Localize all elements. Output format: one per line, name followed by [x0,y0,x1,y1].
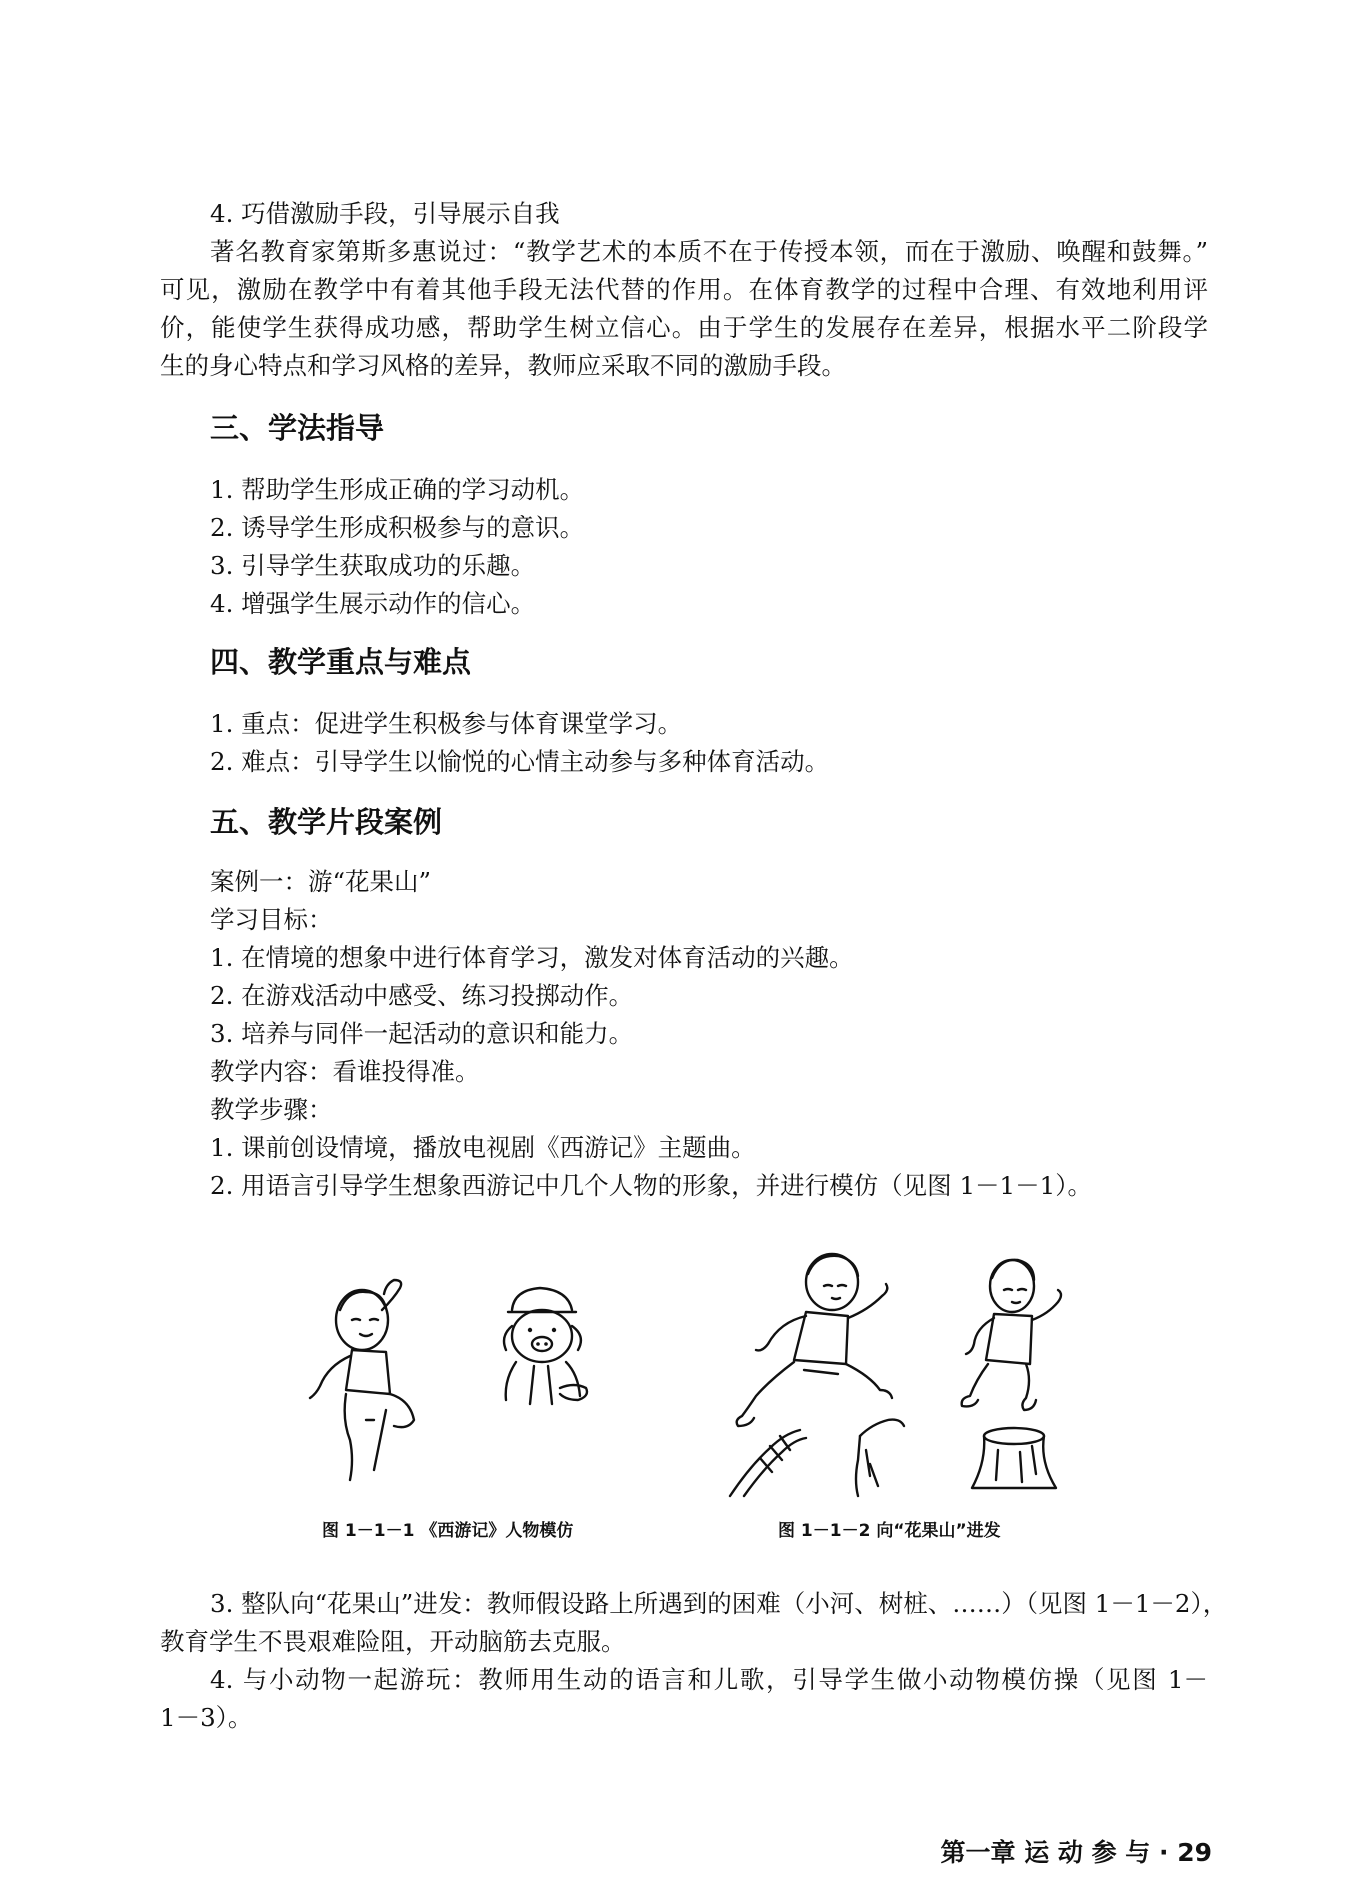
goal-item: 1. 在情境的想象中进行体育学习，激发对体育活动的兴趣。 [210,943,854,972]
study-item: 1. 帮助学生形成正确的学习动机。 [210,475,585,504]
content-line: 教学内容：看谁投得准。 [210,1057,480,1086]
study-item: 4. 增强学生展示动作的信心。 [210,589,536,618]
goal-item: 3. 培养与同伴一起活动的意识和能力。 [210,1019,634,1048]
case-title: 案例一：游“花果山” [210,867,432,896]
step-4-line-1: 4. 与小动物一起游玩：教师用生动的语言和儿歌，引导学生做小动物模仿操（见图 1－ [210,1665,1208,1694]
tree-stump-drawing [972,1428,1056,1488]
step-4-line-2: 1－3）。 [160,1703,253,1732]
key-item: 2. 难点：引导学生以愉悦的心情主动参与多种体育活动。 [210,747,830,776]
steps-label: 教学步骤： [210,1095,333,1124]
heading-key-points: 四、教学重点与难点 [210,645,472,679]
jumping-boy-figure [737,1254,892,1426]
figure-1-1-2-illustration [720,1240,1100,1500]
figure-1-1-1-illustration [290,1270,620,1490]
paragraph-line-2: 可见，激励在教学中有着其他手段无法代替的作用。在体育教学的过程中合理、有效地利用评 [160,275,1208,304]
heading-study-guidance: 三、学法指导 [210,411,385,445]
paragraph-line-1: 著名教育家第斯多惠说过：“教学艺术的本质不在于传授本领，而在于激励、唤醒和鼓舞。” [210,237,1208,266]
section-4-title: 4. 巧借激励手段，引导展示自我 [210,199,560,228]
goal-item: 2. 在游戏活动中感受、练习投掷动作。 [210,981,634,1010]
step-3-line-1: 3. 整队向“花果山”进发：教师假设路上所遇到的困难（小河、树桩、……）（见图 1－1－2）， [210,1589,1228,1618]
paragraph-line-3: 价，能使学生获得成功感，帮助学生树立信心。由于学生的发展存在差异，根据水平二阶段学 [160,313,1208,342]
figure-1-1-1-caption: 图 1－1－1 《西游记》人物模仿 [322,1521,574,1541]
step-item: 1. 课前创设情境，播放电视剧《西游记》主题曲。 [210,1133,756,1162]
pigsy-imitation-figure [504,1288,587,1404]
heading-case-examples: 五、教学片段案例 [210,805,443,839]
step-item: 2. 用语言引导学生想象西游记中几个人物的形象，并进行模仿（见图 1－1－1）。 [210,1171,1092,1200]
paragraph-line-4: 生的身心特点和学习风格的差异，教师应采取不同的激励手段。 [160,351,846,380]
study-item: 2. 诱导学生形成积极参与的意识。 [210,513,585,542]
monkey-king-imitation-figure [310,1280,414,1480]
page-footer: 第一章 运 动 参 与 · 29 [940,1838,1212,1867]
river-bank-drawing [730,1420,904,1496]
figure-1-1-2-caption: 图 1－1－2 向“花果山”进发 [778,1521,1001,1541]
study-item: 3. 引导学生获取成功的乐趣。 [210,551,536,580]
running-boy-figure [962,1260,1061,1410]
step-3-line-2: 教育学生不畏艰难险阻，开动脑筋去克服。 [160,1627,626,1656]
goals-label: 学习目标： [210,905,333,934]
key-item: 1. 重点：促进学生积极参与体育课堂学习。 [210,709,683,738]
